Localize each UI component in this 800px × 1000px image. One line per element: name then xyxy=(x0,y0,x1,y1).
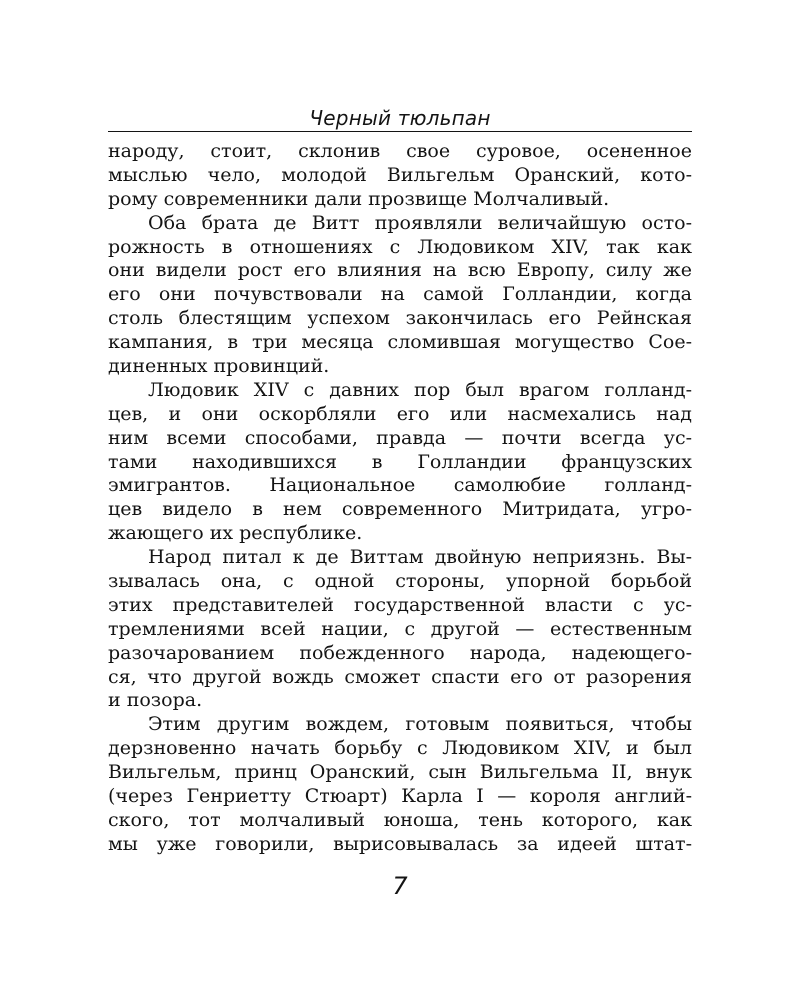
text-line: и позора. xyxy=(108,689,203,712)
header-rule xyxy=(108,131,692,132)
page-body xyxy=(108,140,692,857)
text-line: кампания, в три месяца сломившая могущество Сое- xyxy=(108,331,692,354)
text-line: столь блестящим успехом закончилась его Рейнская xyxy=(108,307,692,330)
text-line: Людовик XIV с давних пор был врагом голланд- xyxy=(148,378,692,401)
text-line: народу, стоит, склонив свое суровое, осененное xyxy=(108,140,692,162)
text-line: цев, и они оскорбляли его или насмехались над xyxy=(108,402,692,425)
text-line: Вильгельм, принц Оранский, сын Вильгельма II, внук xyxy=(108,761,692,784)
page-number: 7 xyxy=(392,872,408,900)
running-header: Черный тюльпан xyxy=(309,106,491,130)
text-line: его они почувствовали на самой Голландии, когда xyxy=(108,283,692,306)
text-line: рому современники дали прозвище Молчаливый. xyxy=(108,187,610,210)
text-line: разочарованием побежденного народа, надеющего- xyxy=(108,641,692,664)
text-line: ся, что другой вождь сможет спасти его от разорения xyxy=(108,665,692,688)
text-line: этих представителей государственной власти с ус- xyxy=(108,593,692,616)
text-line: тремлениями всей нации, с другой — естественным xyxy=(108,617,692,640)
text-line: эмигрантов. Национальное самолюбие голланд- xyxy=(108,474,692,497)
text-line: ского, тот молчаливый юноша, тень которого, как xyxy=(108,808,692,831)
text-line: диненных провинций. xyxy=(108,355,330,378)
text-line: Этим другим вождем, готовым появиться, чтобы xyxy=(148,713,692,736)
text-line: зывалась она, с одной стороны, упорной борьбой xyxy=(108,570,692,593)
text-line: рожность в отношениях с Людовиком XIV, так как xyxy=(108,235,692,258)
text-line: они видели рост его влияния на всю Европу, силу же xyxy=(108,259,692,282)
text-line: Оба брата де Витт проявляли величайшую осто- xyxy=(148,211,692,234)
text-line: Народ питал к де Виттам двойную неприязнь. Вы- xyxy=(148,546,692,569)
text-line: жающего их республике. xyxy=(108,522,363,545)
text-line: мы уже говорили, вырисовывалась за идеей штат- xyxy=(108,832,692,855)
text-line: цев видело в нем современного Митридата, угро- xyxy=(108,498,692,521)
text-line: ним всеми способами, правда — почти всегда ус- xyxy=(108,426,692,449)
text-line: мыслью чело, молодой Вильгельм Оранский, кото- xyxy=(108,163,692,186)
text-line: (через Генриетту Стюарт) Карла I — короля англий- xyxy=(108,785,692,808)
text-line: тами находившихся в Голландии французских xyxy=(108,450,692,473)
text-line: дерзновенно начать борьбу с Людовиком XIV, и был xyxy=(108,737,692,760)
